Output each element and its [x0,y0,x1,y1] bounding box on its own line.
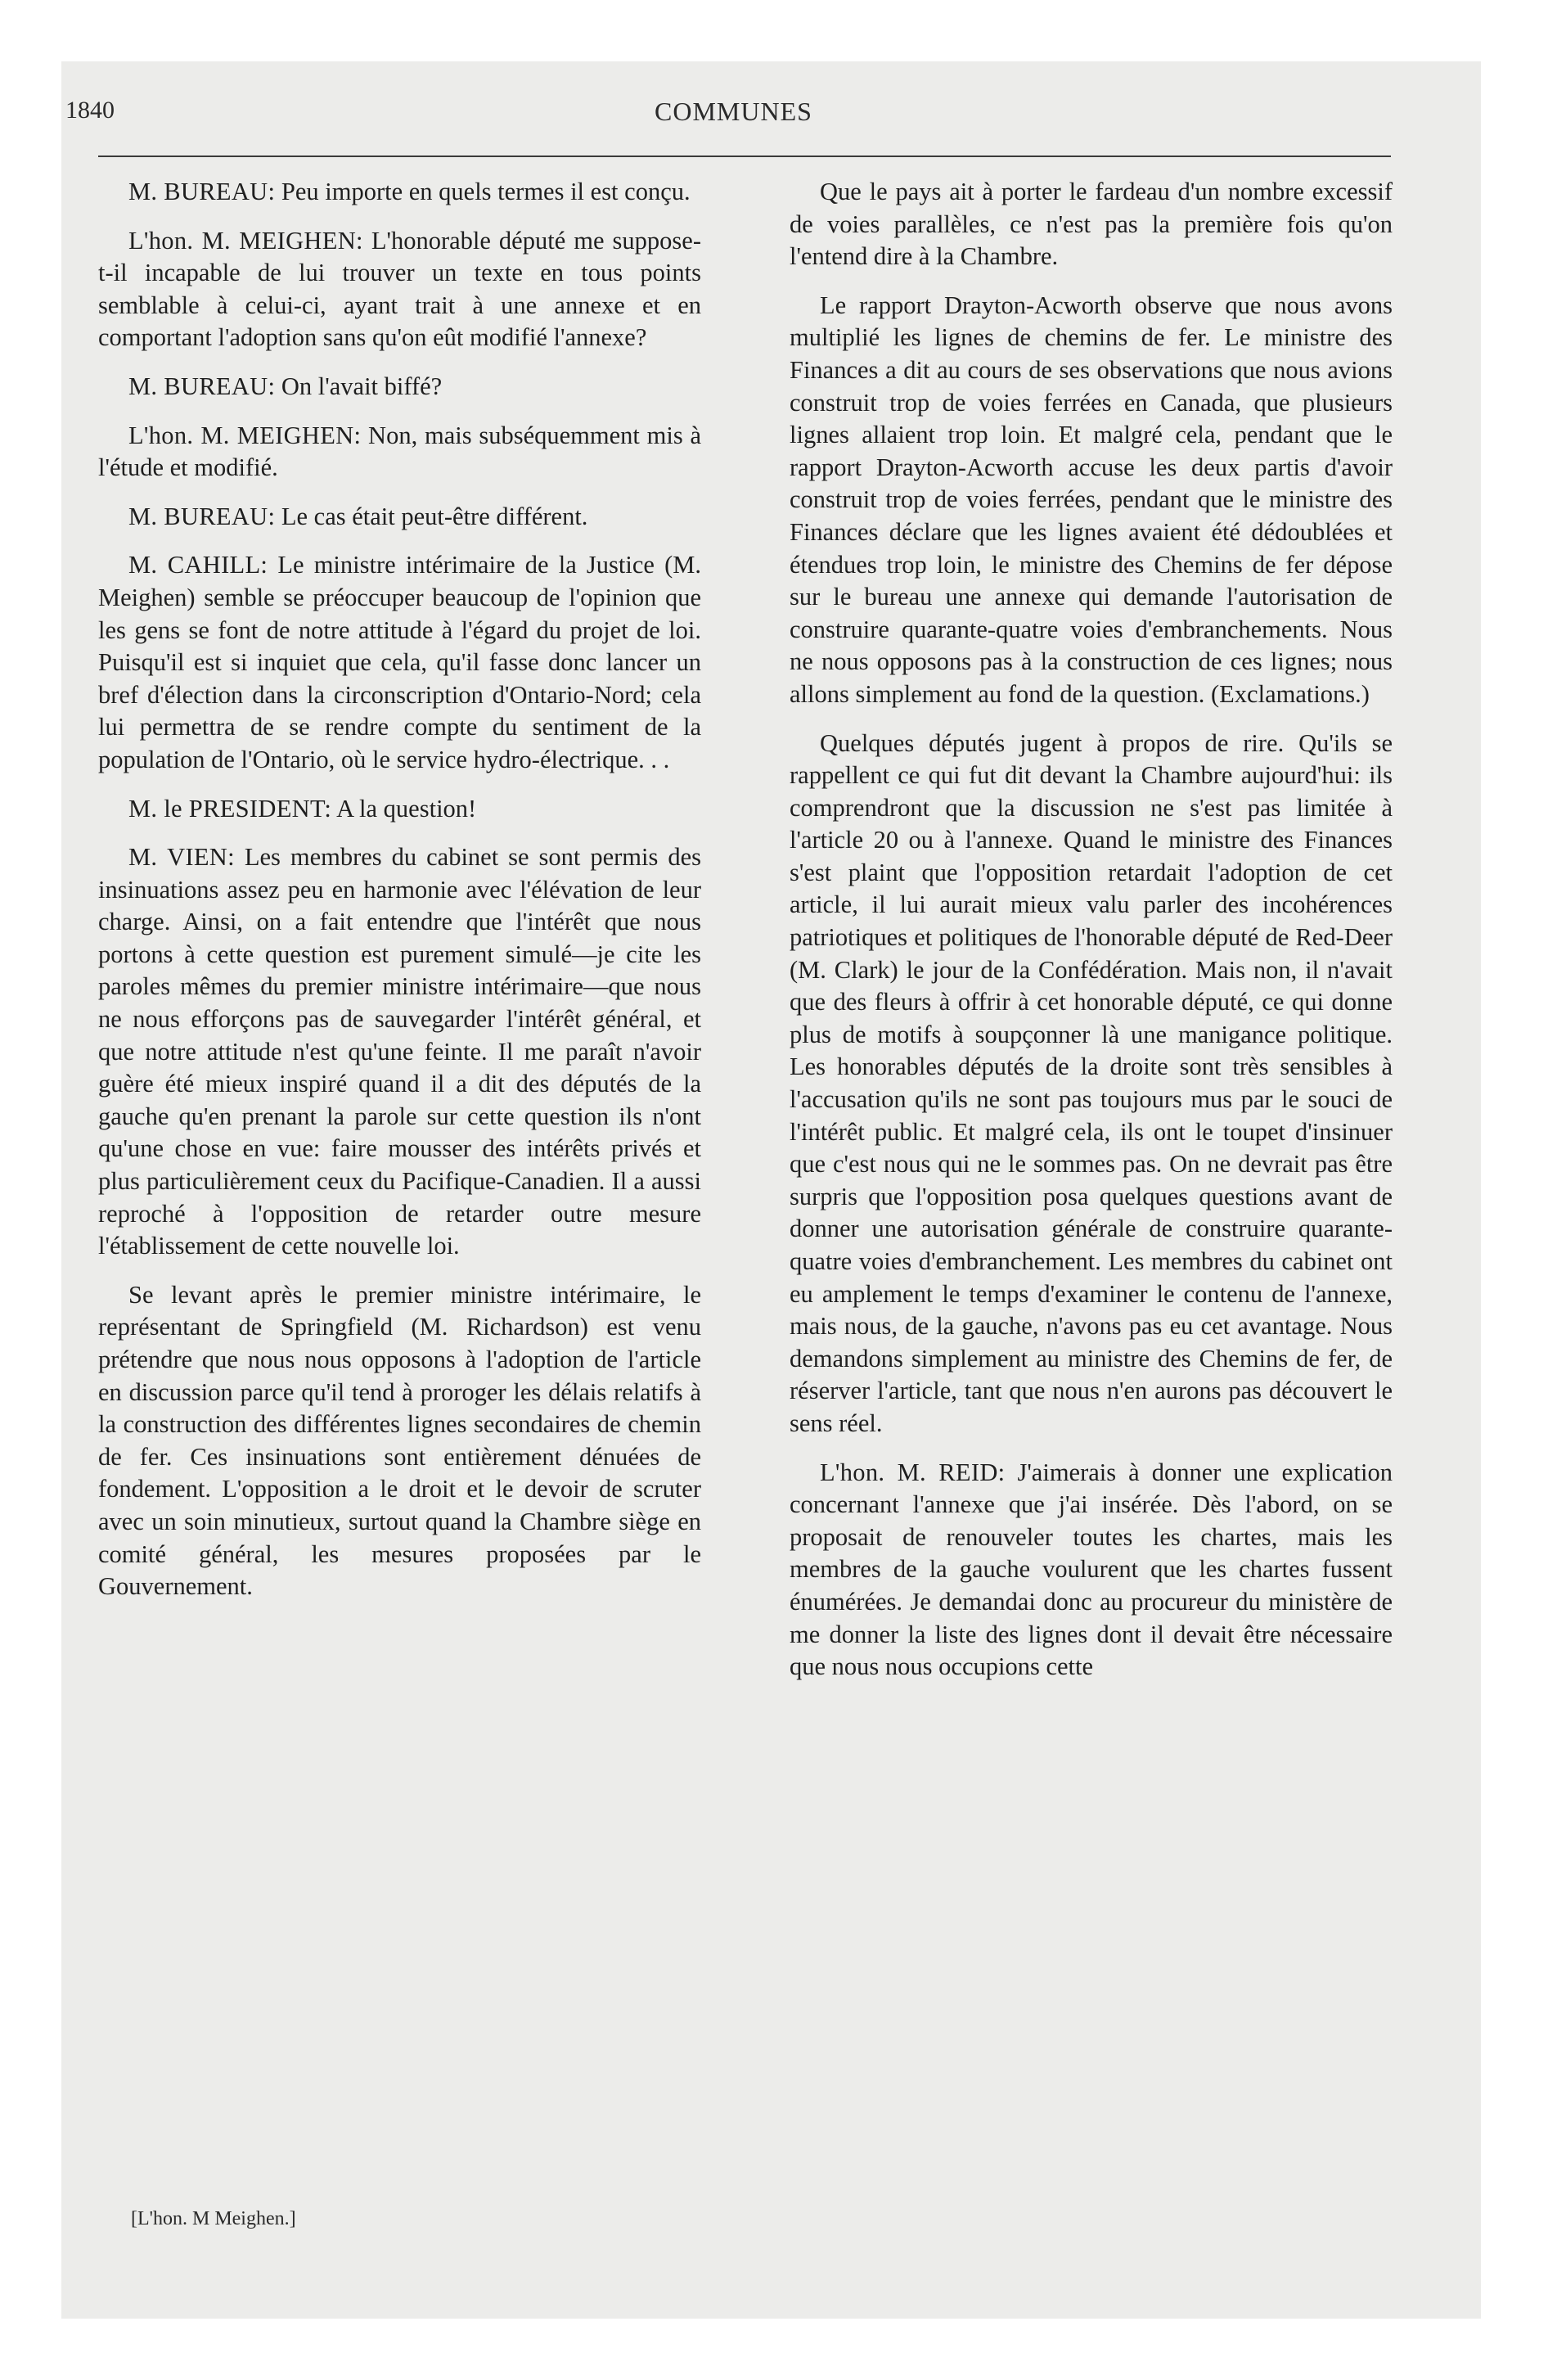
paragraph [98,225,701,354]
running-head: COMMUNES [655,97,812,126]
paragraph-text: J'aimerais à donner une explication concernant l'annexe que j'ai insérée. Dès l'abord, on se proposait de renouveler toutes les chartes, mais les membres de la gauche voulurent que les chartes fussent énumérées. Je demandai donc au procureur du ministère de me donner la liste des lignes dont il devait être nécessaire que nous nous occupions cette [790,1458,1393,1681]
paragraph [98,176,701,209]
paragraph-text: Les membres du cabinet se sont permis des insinuations assez peu en harmonie avec l'élévation de leur charge. Ainsi, on a fait entendre que l'intérêt que nous portons à cette question est purement simulé—je cite les paroles mêmes du premier ministre intérimaire—que nous ne nous efforçons pas de sauvegarder l'intérêt général, et que notre attitude n'est qu'une feinte. Il me paraît n'avoir guère été mieux inspiré quand il a dit des députés de la gauche qu'en prenant la parole sur cette question ils n'ont qu'une chose en vue: faire mousser des intérêts privés et plus particulièrement ceux du Pacifique-Canadien. Il a aussi reproché à l'opposition de retarder outre mesure l'établissement de cette nouvelle loi. [98,843,701,1260]
paragraph [98,841,701,1263]
speaker-name: L'hon. M. REID: [820,1458,1006,1486]
speaker-name: M. VIEN: [128,843,235,872]
page-number: 1840 [65,97,115,124]
left-column [98,176,701,1620]
paragraph-text: Le ministre intérimaire de la Justice (M. Meighen) semble se préoccuper beaucoup de l'opinion que les gens se font de notre attitude à l'égard du projet de loi. Puisqu'il est si inquiet que cela, qu'il fasse donc lancer un bref d'élection dans la circonscription d'Ontario-Nord; cela lui permettra de se rendre compte du sentiment de la population de l'Ontario, où le service hydro-électrique. . . [98,551,701,773]
paragraph [790,1457,1393,1684]
paragraph [790,176,1393,273]
paragraph-text: On l'avait biffé? [275,372,443,400]
speaker-name: M. BUREAU: [128,178,276,205]
right-column [790,176,1393,1700]
speaker-name: L'hon. M. MEIGHEN: [128,226,363,255]
paragraph-text: Le cas était peut-être différent. [275,502,588,530]
paragraph [790,290,1393,711]
speaker-footnote: [L'hon. M Meighen.] [131,2208,296,2229]
paragraph [98,793,701,826]
paragraph [98,501,701,534]
paragraph-text: Quelques députés jugent à propos de rire. Qu'ils se rappellent ce qui fut dit devant la Chambre aujourd'hui: ils comprendront que la discussion ne s'est pas limitée à l'article 20 ou à l'annexe. Quand le ministre des Finances s'est plaint que l'opposition retardait l'adoption de cet article, il lui aurait mieux valu parler des incohérences patriotiques et politiques de l'honorable député de Red-Deer (M. Clark) le jour de la Confédération. Mais non, il n'avait que des fleurs à offrir à cet honorable député, ce qui donne plus de motifs à soupçonner là une manigance politique. Les honorables députés de la droite sont très sensibles à l'accusation qu'ils ne sont pas toujours mus par le souci de l'intérêt public. Et malgré cela, ils ont le toupet d'insinuer que c'est nous qui ne le sommes pas. On ne devrait pas être surpris que l'opposition posa quelques questions avant de donner une autorisation générale de construire quarante-quatre voies d'embranchement. Les membres du cabinet ont eu amplement le temps d'examiner le contenu de l'annexe, mais nous, de la gauche, n'avons pas eu cet avantage. Nous demandons simplement au ministre des Chemins de fer, de réserver l'article, tant que nous n'en aurons pas découvert le sens réel. [790,728,1393,1437]
speaker-name: L'hon. M. MEIGHEN: [128,421,362,449]
paragraph [790,728,1393,1440]
paragraph-text: A la question! [331,794,477,823]
paragraph-text: Que le pays ait à porter le fardeau d'un nombre excessif de voies parallèles, ce n'est pas la première fois qu'on l'entend dire à la Chambre. [790,178,1393,271]
speaker-name: M. BUREAU: [128,372,276,400]
paragraph [98,420,701,485]
speaker-name: M. le PRESIDENT: [128,794,332,823]
speaker-name: M. CAHILL: [128,551,268,579]
paragraph-text: Se levant après le premier ministre intérimaire, le représentant de Springfield (M. Richardson) est venu prétendre que nous nous opposons à l'adoption de l'article en discussion parce qu'il tend à proroger les délais relatifs à la construction des différentes lignes secondaires de chemin de fer. Ces insinuations sont entièrement dénuées de fondement. L'opposition a le droit et le devoir de scruter avec un soin minutieux, surtout quand la Chambre siège en comité général, les mesures proposées par le Gouvernement. [98,1280,701,1601]
paragraph [98,549,701,776]
paragraph-text: Le rapport Drayton-Acworth observe que nous avons multiplié les lignes de chemins de fer. Le ministre des Finances a dit au cours de ses observations que nous avions construit trop de voies ferrées en Canada, que plusieurs lignes allaient trop loin. Et malgré cela, pendant que le rapport Drayton-Acworth accuse les deux partis d'avoir construit trop de voies ferrées, pendant que le ministre des Finances déclare que les lignes avaient été dédoublées et étendues trop loin, le ministre des Chemins de fer dépose sur le bureau une annexe qui demande l'autorisation de construire quarante-quatre voies d'embranchements. Nous ne nous opposons pas à la construction de ces lignes; nous allons simplement au fond de la question. (Exclamations.) [790,291,1393,708]
paragraph-text: Non, mais subséquemment mis à l'étude et modifié. [98,421,701,482]
header-rule [98,156,1391,157]
paragraph [98,371,701,403]
speaker-name: M. BUREAU: [128,502,276,530]
paragraph-text: L'honorable député me suppose-t-il incapable de lui trouver un texte en tous points semblable à celui-ci, ayant trait à une annexe et en comportant l'adoption sans qu'on eût modifié l'annexe? [98,226,701,352]
paragraph [98,1279,701,1603]
paragraph-text: Peu importe en quels termes il est conçu. [275,178,691,205]
